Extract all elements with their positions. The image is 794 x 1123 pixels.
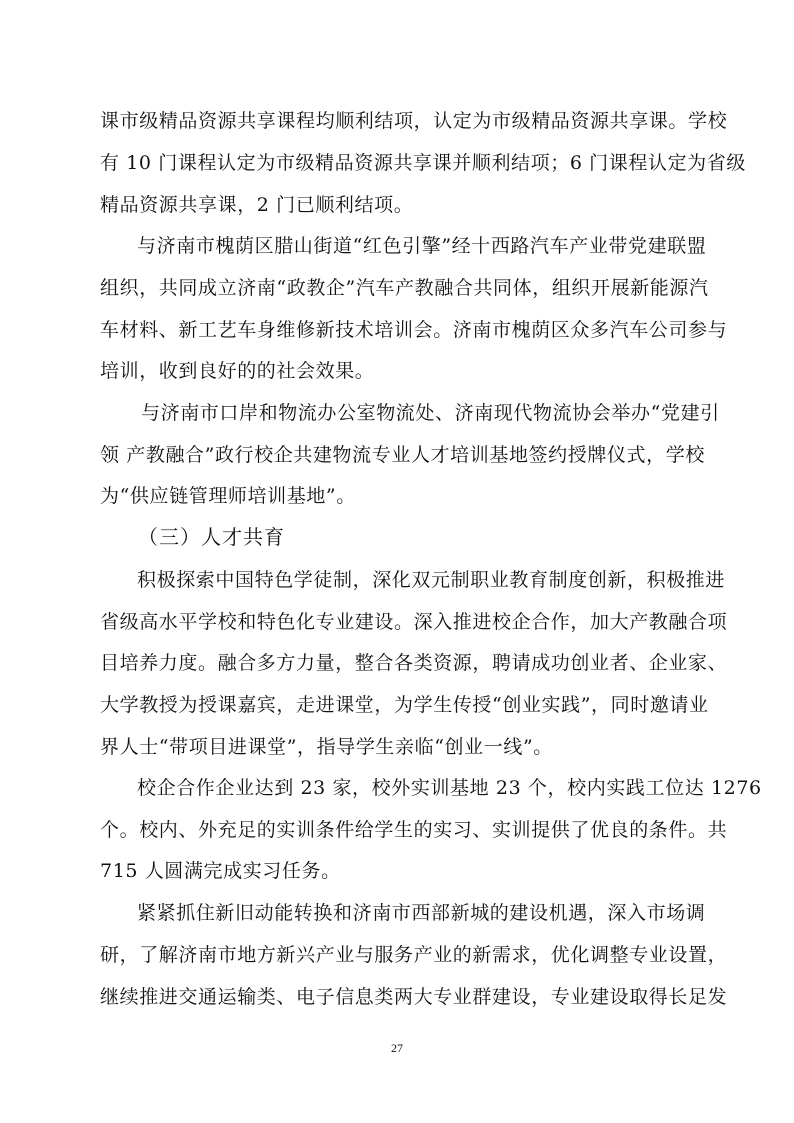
paragraph-4-line-1: 积极探索中国特色学徒制，深化双元制职业教育制度创新，积极推进 <box>137 569 726 591</box>
paragraph-4-line-3: 目培养力度。融合多方力量，整合各类资源，聘请成功创业者、企业家、 <box>100 652 728 674</box>
paragraph-4-line-4: 大学教授为授课嘉宾，走进课堂，为学生传授“创业实践”，同时邀请业 <box>100 694 709 716</box>
paragraph-2-line-1: 与济南市槐荫区腊山街道“红色引擎”经十西路汽车产业带党建联盟 <box>137 235 707 257</box>
paragraph-3-line-1: 与济南市口岸和物流办公室物流处、济南现代物流协会举办“党建引 <box>141 402 720 424</box>
paragraph-5-line-3: 715 人圆满完成实习任务。 <box>100 860 341 882</box>
paragraph-6-line-2: 研，了解济南市地方新兴产业与服务产业的新需求，优化调整专业设置， <box>100 944 728 966</box>
paragraph-6-line-3: 继续推进交通运输类、电子信息类两大专业群建设，专业建设取得长足发 <box>100 986 728 1008</box>
paragraph-5-line-2: 个。校内、外充足的实训条件给学生的实习、实训提供了优良的条件。共 <box>100 819 728 841</box>
paragraph-1-line-3: 精品资源共享课，2 门已顺利结项。 <box>100 194 414 216</box>
paragraph-4-line-5: 界人士“带项目进课堂”，指导学生亲临“创业一线”。 <box>100 736 553 758</box>
page-number: 27 <box>391 1041 403 1055</box>
paragraph-2-line-3: 车材料、新工艺车身维修新技术培训会。济南市槐荫区众多汽车公司参与 <box>100 319 728 341</box>
paragraph-2-line-2: 组织，共同成立济南“政教企”汽车产教融合共同体，组织开展新能源汽 <box>100 277 709 299</box>
section-heading: （三）人才共育 <box>138 525 285 549</box>
paragraph-1-line-2: 有 10 门课程认定为市级精品资源共享课并顺利结项；6 门课程认定为省级 <box>100 152 746 174</box>
paragraph-1-line-1: 课市级精品资源共享课程均顺利结项，认定为市级精品资源共享课。学校 <box>100 110 728 132</box>
paragraph-2-line-4: 培训，收到良好的的社会效果。 <box>100 360 375 382</box>
paragraph-4-line-2: 省级高水平学校和特色化专业建设。深入推进校企合作，加大产教融合项 <box>100 611 728 633</box>
paragraph-6-line-1: 紧紧抓住新旧动能转换和济南市西部新城的建设机遇，深入市场调 <box>137 902 706 924</box>
paragraph-5-line-1: 校企合作企业达到 23 家，校外实训基地 23 个，校内实践工位达 1276 <box>137 777 762 799</box>
paragraph-3-line-2: 领 产教融合”政行校企共建物流专业人才培训基地签约授牌仪式，学校 <box>100 444 705 466</box>
paragraph-3-line-3: 为“供应链管理师培训基地”。 <box>100 485 356 507</box>
